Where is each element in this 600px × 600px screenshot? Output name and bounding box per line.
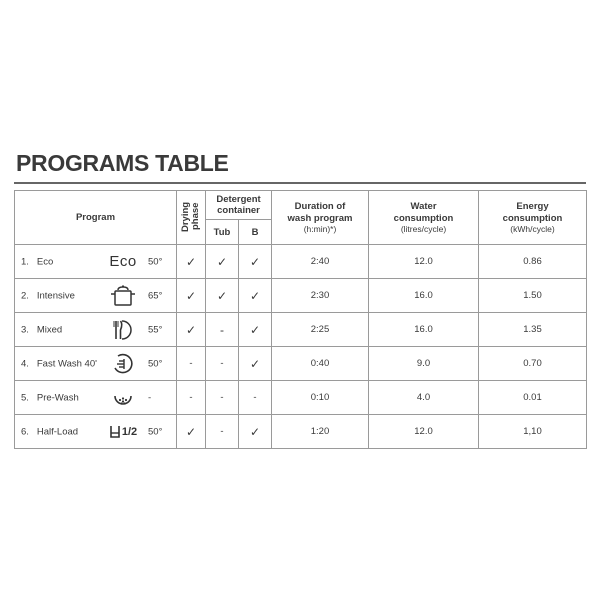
- energy-cell: 1,10: [479, 415, 587, 449]
- half-load-icon: [106, 420, 140, 444]
- program-name: 2. Intensive: [21, 290, 75, 301]
- header-tub: Tub: [206, 220, 239, 245]
- water-cell: 4.0: [369, 381, 479, 415]
- header-drying-label: Drying phase: [180, 200, 201, 232]
- header-duration: [272, 191, 369, 245]
- pot-icon: [106, 284, 140, 308]
- tub-cell: -: [206, 313, 239, 347]
- water-cell: 16.0: [369, 313, 479, 347]
- tub-cell: ✓: [206, 245, 239, 279]
- table-row: [15, 415, 587, 449]
- programs-table: [14, 190, 587, 449]
- program-name: 5. Pre-Wash: [21, 392, 79, 403]
- program-cell: [15, 347, 177, 381]
- drying-cell: ✓: [177, 313, 206, 347]
- title-divider: [14, 182, 586, 184]
- header-water-label: Water consumption: [393, 200, 454, 224]
- header-detergent: Detergent container: [206, 191, 272, 220]
- program-name: 1. Eco: [21, 256, 54, 267]
- cutlery-plate-icon: [106, 318, 140, 342]
- program-temp: 50°: [148, 358, 163, 369]
- energy-cell: 1.50: [479, 279, 587, 313]
- header-duration-label: Duration of wash program: [287, 200, 353, 224]
- header-program: Program: [15, 191, 177, 245]
- header-water: [369, 191, 479, 245]
- drying-cell: ✓: [177, 415, 206, 449]
- b-cell: ✓: [239, 415, 272, 449]
- energy-cell: 0.86: [479, 245, 587, 279]
- program-temp: 50°: [148, 256, 163, 267]
- b-cell: ✓: [239, 313, 272, 347]
- tub-cell: -: [206, 381, 239, 415]
- header-energy-label: Energy consumption: [502, 200, 563, 224]
- water-cell: 9.0: [369, 347, 479, 381]
- header-b: B: [239, 220, 272, 245]
- energy-cell: 0.70: [479, 347, 587, 381]
- program-temp: 65°: [148, 290, 163, 301]
- program-temp: 55°: [148, 324, 163, 335]
- prewash-icon: [106, 386, 140, 410]
- program-temp: -: [148, 392, 152, 403]
- duration-cell: 2:25: [272, 313, 369, 347]
- table-row: [15, 313, 587, 347]
- duration-cell: 2:30: [272, 279, 369, 313]
- drying-cell: ✓: [177, 245, 206, 279]
- drying-cell: ✓: [177, 279, 206, 313]
- tub-cell: ✓: [206, 279, 239, 313]
- program-name: 3. Mixed: [21, 324, 63, 335]
- water-cell: 12.0: [369, 415, 479, 449]
- water-cell: 12.0: [369, 245, 479, 279]
- program-name: 6. Half-Load: [21, 426, 79, 437]
- header-energy: [479, 191, 587, 245]
- program-cell: [15, 415, 177, 449]
- eco-icon: Eco: [109, 253, 137, 270]
- duration-cell: 0:10: [272, 381, 369, 415]
- header-water-unit: (litres/cycle): [400, 224, 447, 235]
- program-cell: [15, 245, 177, 279]
- b-cell: -: [239, 381, 272, 415]
- duration-cell: 2:40: [272, 245, 369, 279]
- water-cell: 16.0: [369, 279, 479, 313]
- page-title: PROGRAMS TABLE: [16, 150, 229, 176]
- table-row: [15, 245, 587, 279]
- program-cell: [15, 381, 177, 415]
- duration-cell: 1:20: [272, 415, 369, 449]
- header-energy-unit: (kWh/cycle): [510, 224, 555, 235]
- header-drying: [177, 191, 206, 245]
- drying-cell: -: [177, 347, 206, 381]
- drying-cell: -: [177, 381, 206, 415]
- table-row: [15, 279, 587, 313]
- header-duration-unit: (h:min)*): [303, 224, 337, 235]
- half-load-label: 1/2: [121, 425, 138, 438]
- tub-cell: -: [206, 415, 239, 449]
- fast-wash-icon: [106, 352, 140, 376]
- tub-cell: -: [206, 347, 239, 381]
- b-cell: ✓: [239, 245, 272, 279]
- energy-cell: 1.35: [479, 313, 587, 347]
- b-cell: ✓: [239, 279, 272, 313]
- table-row: [15, 347, 587, 381]
- b-cell: ✓: [239, 347, 272, 381]
- table-row: [15, 381, 587, 415]
- duration-cell: 0:40: [272, 347, 369, 381]
- program-cell: [15, 313, 177, 347]
- program-name: 4. Fast Wash 40': [21, 358, 97, 369]
- program-cell: [15, 279, 177, 313]
- energy-cell: 0.01: [479, 381, 587, 415]
- program-temp: 50°: [148, 426, 163, 437]
